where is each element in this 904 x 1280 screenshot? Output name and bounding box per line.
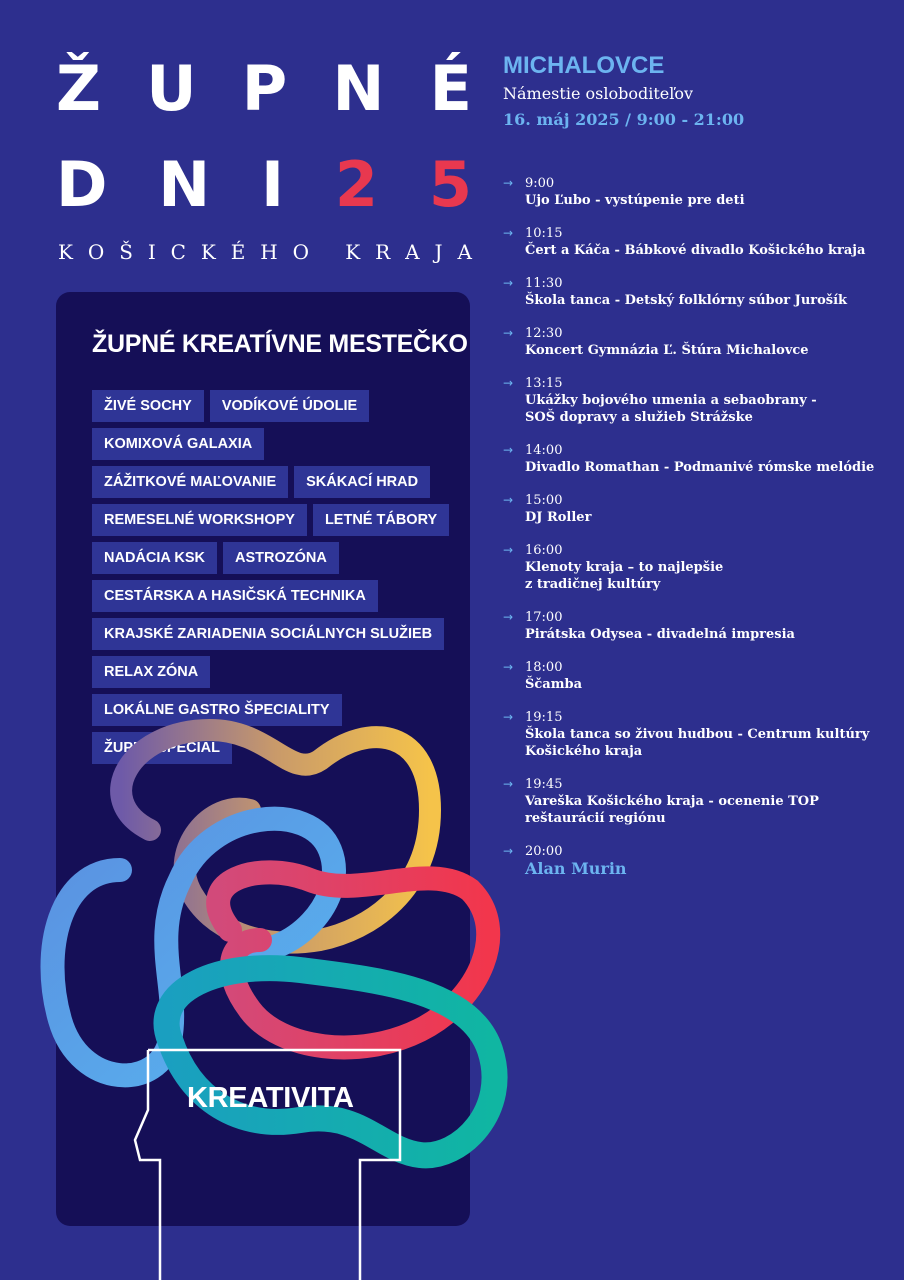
title-year-digit: 5 <box>428 148 472 221</box>
subtitle-letter: J <box>434 240 443 264</box>
activity-tag: LETNÉ TÁBORY <box>313 504 449 536</box>
arrow-right-icon: → <box>503 777 514 791</box>
subtitle-letter: O <box>87 240 105 264</box>
arrow-right-icon: → <box>503 176 514 190</box>
activity-tag: CESTÁRSKA A HASIČSKÁ TECHNIKA <box>92 580 378 612</box>
program-description: Koncert Gymnázia Ľ. Štúra Michalovce <box>525 343 809 358</box>
activity-tag: VODÍKOVÉ ÚDOLIE <box>210 390 369 422</box>
title-letter: U <box>146 52 197 125</box>
title-year-digit: 2 <box>334 148 379 221</box>
title-letter: P <box>241 52 288 125</box>
title-letter: Ž <box>56 52 101 125</box>
program-time: 20:00 <box>525 844 563 859</box>
program-description: Pirátska Odysea - divadelná impresia <box>525 627 795 642</box>
subtitle-letter: É <box>230 240 246 264</box>
activity-tag: SKÁKACÍ HRAD <box>294 466 430 498</box>
activity-tag: LOKÁLNE GASTRO ŠPECIALITY <box>92 694 342 726</box>
program-time: 19:15 <box>525 710 563 725</box>
subtitle-letter: A <box>405 240 420 264</box>
activity-tag: NADÁCIA KSK <box>92 542 217 574</box>
subtitle-letter: Š <box>119 240 133 264</box>
panel-title: ŽUPNÉ KREATÍVNE MESTEČKO <box>92 330 468 358</box>
program-description: Čert a Káča - Bábkové divadlo Košického kraja <box>525 243 866 258</box>
arrow-right-icon: → <box>503 226 514 240</box>
arrow-right-icon: → <box>503 376 514 390</box>
program-description: Škola tanca so živou hudbou - Centrum kultúry Košického kraja <box>525 727 870 759</box>
title-row-2 <box>56 148 472 221</box>
activity-tag: KOMIXOVÁ GALAXIA <box>92 428 264 460</box>
date-time: 16. máj 2025 / 9:00 - 21:00 <box>503 110 745 129</box>
program-description: Vareška Košického kraja - ocenenie TOP reštaurácií regiónu <box>525 794 819 826</box>
title-letter: D <box>56 148 108 221</box>
knot-artwork <box>0 690 563 1280</box>
program-description: Škola tanca - Detský folklórny súbor Jurošík <box>525 293 848 308</box>
program-time: 9:00 <box>525 176 555 191</box>
title-letter: N <box>332 52 385 125</box>
program-time: 13:15 <box>525 376 563 391</box>
activity-tag: REMESELNÉ WORKSHOPY <box>92 504 307 536</box>
subtitle-space <box>324 240 330 264</box>
activity-tag: ZÁŽITKOVÉ MAĽOVANIE <box>92 466 288 498</box>
title-letter: É <box>429 52 472 125</box>
venue: Námestie osloboditeľov <box>503 84 694 103</box>
program-time: 14:00 <box>525 443 563 458</box>
arrow-right-icon: → <box>503 660 514 674</box>
program-time: 18:00 <box>525 660 563 675</box>
program-time: 12:30 <box>525 326 563 341</box>
subtitle-letter: O <box>292 240 310 264</box>
program-description: Ujo Ľubo - vystúpenie pre deti <box>525 193 745 208</box>
program-description: Alan Murin <box>525 859 627 878</box>
program-description: Ščamba <box>525 677 582 692</box>
arrow-right-icon: → <box>503 326 514 340</box>
subtitle-letter: R <box>375 240 391 264</box>
subtitle-letter: C <box>170 240 186 264</box>
program-time: 11:30 <box>525 276 563 291</box>
title-letter: N <box>158 148 211 221</box>
activity-tag: ASTROZÓNA <box>223 542 339 574</box>
program-time: 19:45 <box>525 777 563 792</box>
program-time: 16:00 <box>525 543 563 558</box>
subtitle-letter: I <box>147 240 156 264</box>
program-description: DJ Roller <box>525 510 592 525</box>
city-name: MICHALOVCE <box>503 52 665 79</box>
subtitle-letter: H <box>260 240 278 264</box>
subtitle-letter: K <box>200 240 216 264</box>
subtitle-letter: K <box>58 240 73 264</box>
program-time: 17:00 <box>525 610 563 625</box>
program-time: 15:00 <box>525 493 563 508</box>
subtitle-letter: K <box>345 240 361 264</box>
arrow-right-icon: → <box>503 543 514 557</box>
program-description: Klenoty kraja – to najlepšie z tradičnej kultúry <box>525 560 724 592</box>
arrow-right-icon: → <box>503 844 514 858</box>
title-letter: I <box>260 148 285 221</box>
arrow-right-icon: → <box>503 710 514 724</box>
program-description: Ukážky bojového umenia a sebaobrany - SOŠ dopravy a služieb Strážske <box>525 393 817 425</box>
subtitle-letter: A <box>457 240 472 264</box>
program-description: Divadlo Romathan - Podmanivé rómske melódie <box>525 460 875 475</box>
arrow-right-icon: → <box>503 610 514 624</box>
activity-tag: RELAX ZÓNA <box>92 656 210 688</box>
kreativita-label: KREATIVITA <box>187 1082 354 1114</box>
activity-tag: KRAJSKÉ ZARIADENIA SOCIÁLNYCH SLUŽIEB <box>92 618 444 650</box>
activity-tag: ŽIVÉ SOCHY <box>92 390 204 422</box>
arrow-right-icon: → <box>503 276 514 290</box>
arrow-right-icon: → <box>503 443 514 457</box>
arrow-right-icon: → <box>503 493 514 507</box>
subtitle <box>58 240 472 264</box>
program-time: 10:15 <box>525 226 563 241</box>
activity-tag: ŽUPNÝ ŠPECIÁL <box>92 732 232 764</box>
title-row-1 <box>56 52 472 125</box>
